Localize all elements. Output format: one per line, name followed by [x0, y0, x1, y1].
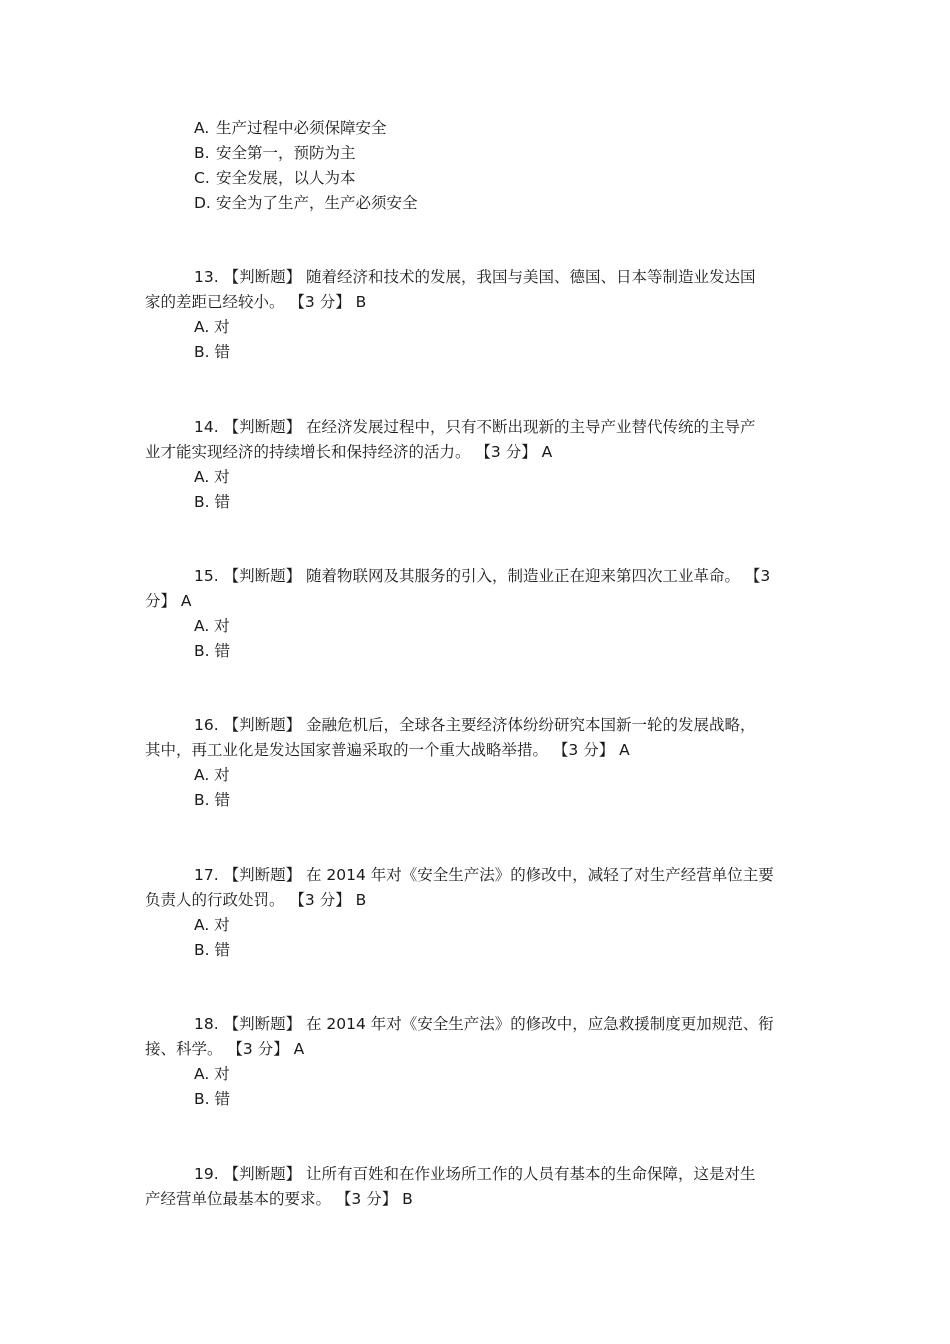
q14-option-a: A. 对: [194, 468, 230, 486]
q18-option-b: B. 错: [194, 1090, 230, 1108]
question-stem-line2: 其中，再工业化是发达国家普遍采取的一个重大战略举措。 【3 分】 A: [145, 741, 630, 759]
question-stem-line1: 15. 【判断题】 随着物联网及其服务的引入，制造业正在迎来第四次工业革命。 【3: [194, 567, 771, 585]
question-stem-line1: 18. 【判断题】 在 2014 年对《安全生产法》的修改中，应急救援制度更加规范、衔: [194, 1015, 774, 1033]
q15-option-b: B. 错: [194, 642, 230, 660]
q14-option-b: B. 错: [194, 493, 230, 511]
option-text: 安全第一，预防为主: [216, 144, 356, 162]
q16-option-a: A. 对: [194, 766, 230, 784]
option-text: 安全为了生产，生产必须安全: [216, 194, 418, 212]
option-letter: B.: [194, 144, 210, 162]
question-16: [145, 713, 810, 763]
question-stem-line2: 产经营单位最基本的要求。 【3 分】 B: [145, 1190, 413, 1208]
question-14: [145, 415, 810, 465]
question-stem-line1: 13. 【判断题】 随着经济和技术的发展，我国与美国、德国、日本等制造业发达国: [194, 268, 756, 286]
option-text: 生产过程中必须保障安全: [216, 119, 387, 137]
question-stem-line2: 分】 A: [145, 592, 192, 610]
question-stem-line1: 14. 【判断题】 在经济发展过程中，只有不断出现新的主导产业替代传统的主导产: [194, 418, 756, 436]
option-d: [194, 191, 418, 216]
question-15: [145, 564, 810, 614]
q15-option-a: A. 对: [194, 617, 230, 635]
question-18: [145, 1012, 810, 1062]
q17-option-a: A. 对: [194, 916, 230, 934]
option-b: [194, 141, 356, 166]
question-stem-line1: 17. 【判断题】 在 2014 年对《安全生产法》的修改中，减轻了对生产经营单位主要: [194, 866, 774, 884]
option-text: 安全发展，以人为本: [216, 169, 356, 187]
q13-option-b: B. 错: [194, 343, 230, 361]
q17-option-b: B. 错: [194, 941, 230, 959]
option-a: [194, 116, 387, 141]
question-13: [145, 265, 810, 315]
question-17: [145, 863, 810, 913]
question-stem-line1: 16. 【判断题】 金融危机后，全球各主要经济体纷纷研究本国新一轮的发展战略，: [194, 716, 756, 734]
question-stem-line2: 负责人的行政处罚。 【3 分】 B: [145, 891, 367, 909]
question-stem-line2: 家的差距已经较小。 【3 分】 B: [145, 293, 367, 311]
question-stem-line2: 接、科学。 【3 分】 A: [145, 1040, 305, 1058]
option-letter: D.: [194, 194, 211, 212]
question-stem-line2: 业才能实现经济的持续增长和保持经济的活力。 【3 分】 A: [145, 443, 553, 461]
question-stem-line1: 19. 【判断题】 让所有百姓和在作业场所工作的人员有基本的生命保障，这是对生: [194, 1165, 756, 1183]
option-letter: A.: [194, 119, 210, 137]
option-letter: C.: [194, 169, 210, 187]
question-19: [145, 1162, 810, 1212]
q16-option-b: B. 错: [194, 791, 230, 809]
q18-option-a: A. 对: [194, 1065, 230, 1083]
option-c: [194, 166, 356, 191]
q13-option-a: A. 对: [194, 318, 230, 336]
